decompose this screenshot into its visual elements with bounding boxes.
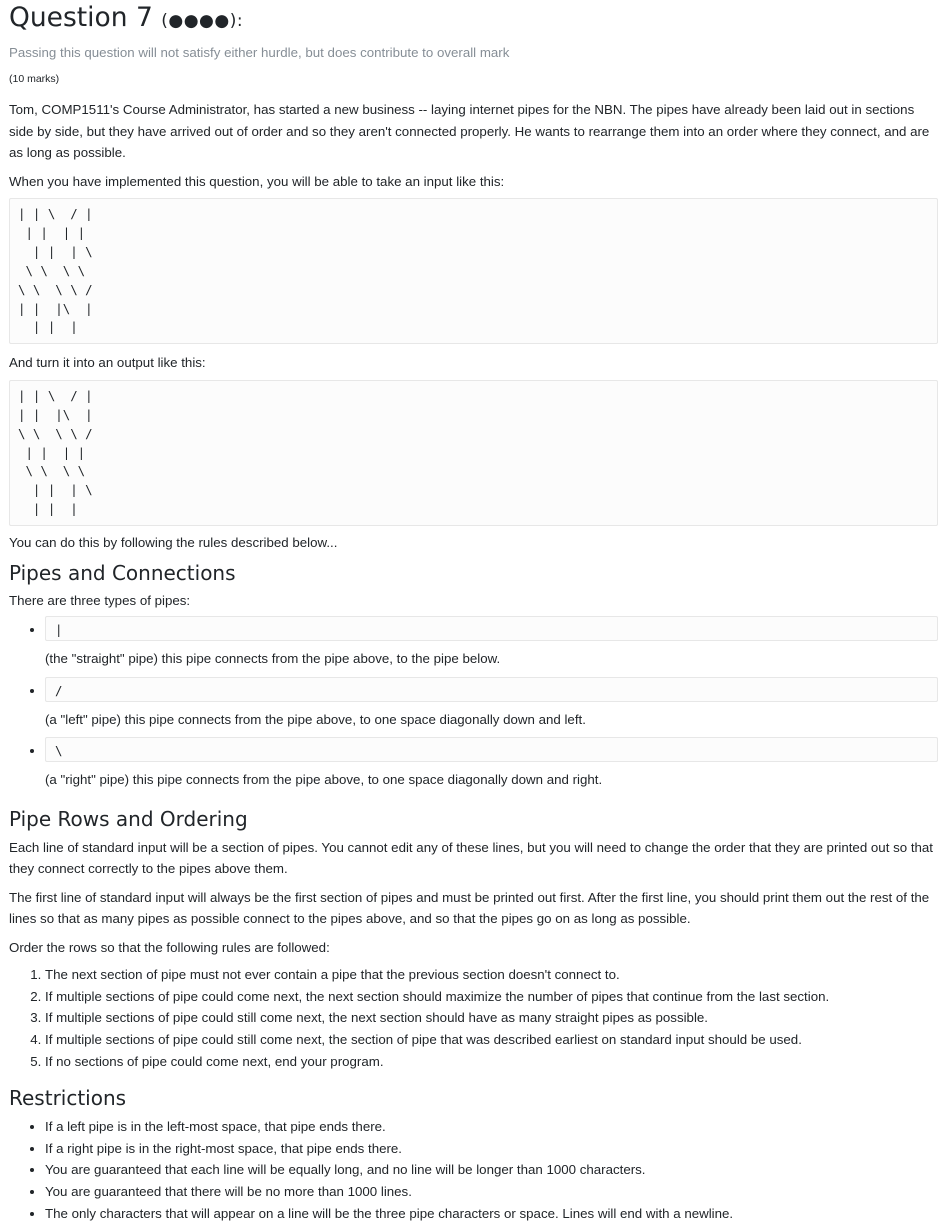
ordering-rule: 5. If no sections of pipe could come next, end your program.: [45, 1051, 938, 1073]
restriction-item: • You are guaranteed that each line will be equally long, and no line will be longer than 1000 characters.: [45, 1159, 938, 1181]
restriction-item: • You are guaranteed that there will be no more than 1000 lines.: [45, 1181, 938, 1203]
ordering-rule: 3. If multiple sections of pipe could still come next, the next section should have as many straight pipes as possible.: [45, 1007, 938, 1029]
question-marks: (10 marks): [9, 73, 60, 85]
pipes-lead: There are three types of pipes:: [9, 592, 191, 608]
left-pipe-char: • /: [45, 677, 938, 702]
restriction-item: • If a right pipe is in the right-most space, that pipe ends there.: [45, 1138, 938, 1160]
pipe-type-straight: [45, 616, 938, 670]
output-example: | | \ / | | | |\ | \ \ \ \ / | | | | \ \ \ \ | | | \ | | |: [9, 380, 938, 526]
ordering-rule: 4. If multiple sections of pipe could still come next, the section of pipe that was described earliest on standard input should be used.: [45, 1029, 938, 1051]
right-pipe-char: • \: [45, 737, 938, 762]
restriction-item: • If a left pipe is in the left-most space, that pipe ends there.: [45, 1116, 938, 1138]
intro-paragraph: Tom, COMP1511's Course Administrator, has started a new business -- laying internet pipes for the NBN. The pipes have already been laid out in sections side by side, but they have arrived out of order and so they aren't connected properly. He wants to rearrange them into an order where they connect, and are as long as possible.: [9, 102, 930, 160]
input-lead: When you have implemented this question, you will be able to take an input like this:: [9, 173, 505, 189]
difficulty-dots: (●●●●):: [161, 11, 244, 31]
pipe-type-right: [45, 737, 938, 791]
rows-heading: Pipe Rows and Ordering: [9, 806, 248, 831]
restrictions-heading: Restrictions: [9, 1086, 127, 1111]
output-lead: And turn it into an output like this:: [9, 355, 206, 371]
rows-paragraph-3: Order the rows so that the following rules are followed:: [9, 939, 330, 955]
ordering-rule: 2. If multiple sections of pipe could come next, the next section should maximize the number of pipes that continue from the last section.: [45, 986, 938, 1008]
straight-pipe-desc: (the "straight" pipe) this pipe connects from the pipe above, to the pipe below.: [45, 651, 501, 667]
left-pipe-desc: (a "left" pipe) this pipe connects from the pipe above, to one space diagonally down and left.: [45, 711, 586, 727]
pipe-types-list: [9, 616, 938, 791]
pipe-type-left: [45, 677, 938, 731]
restrictions-list: [9, 1116, 938, 1224]
pipes-heading: Pipes and Connections: [9, 560, 236, 585]
input-example: | | \ / | | | | | | | | \ \ \ \ \ \ \ \ \ / | | |\ | | | |: [9, 198, 938, 344]
straight-pipe-char: • |: [45, 616, 938, 641]
restriction-item: • The only characters that will appear on a line will be the three pipe characters or space. Lines will end with a newline.: [45, 1203, 938, 1225]
ordering-rules-list: [9, 964, 938, 1072]
rules-lead: You can do this by following the rules described below...: [9, 535, 338, 551]
question-subtitle: Passing this question will not satisfy either hurdle, but does contribute to overall mark: [9, 45, 510, 60]
right-pipe-desc: (a "right" pipe) this pipe connects from the pipe above, to one space diagonally down and right.: [45, 772, 603, 788]
question-title: [9, 3, 938, 36]
question-title-text: Question 7: [9, 2, 153, 33]
rows-paragraph-2: The first line of standard input will always be the first section of pipes and must be printed out first. After the first line, you should print them out the rest of the lines so that as many pipes as possible connect to the pipes above, and so that the pipes go on as long as possible.: [9, 889, 930, 927]
rows-paragraph-1: Each line of standard input will be a section of pipes. You cannot edit any of these lines, but you will need to change the order that they are printed out so that they connect correctly to the pipes above them.: [9, 839, 934, 877]
ordering-rule: 1. The next section of pipe must not ever contain a pipe that the previous section doesn't connect to.: [45, 964, 938, 986]
